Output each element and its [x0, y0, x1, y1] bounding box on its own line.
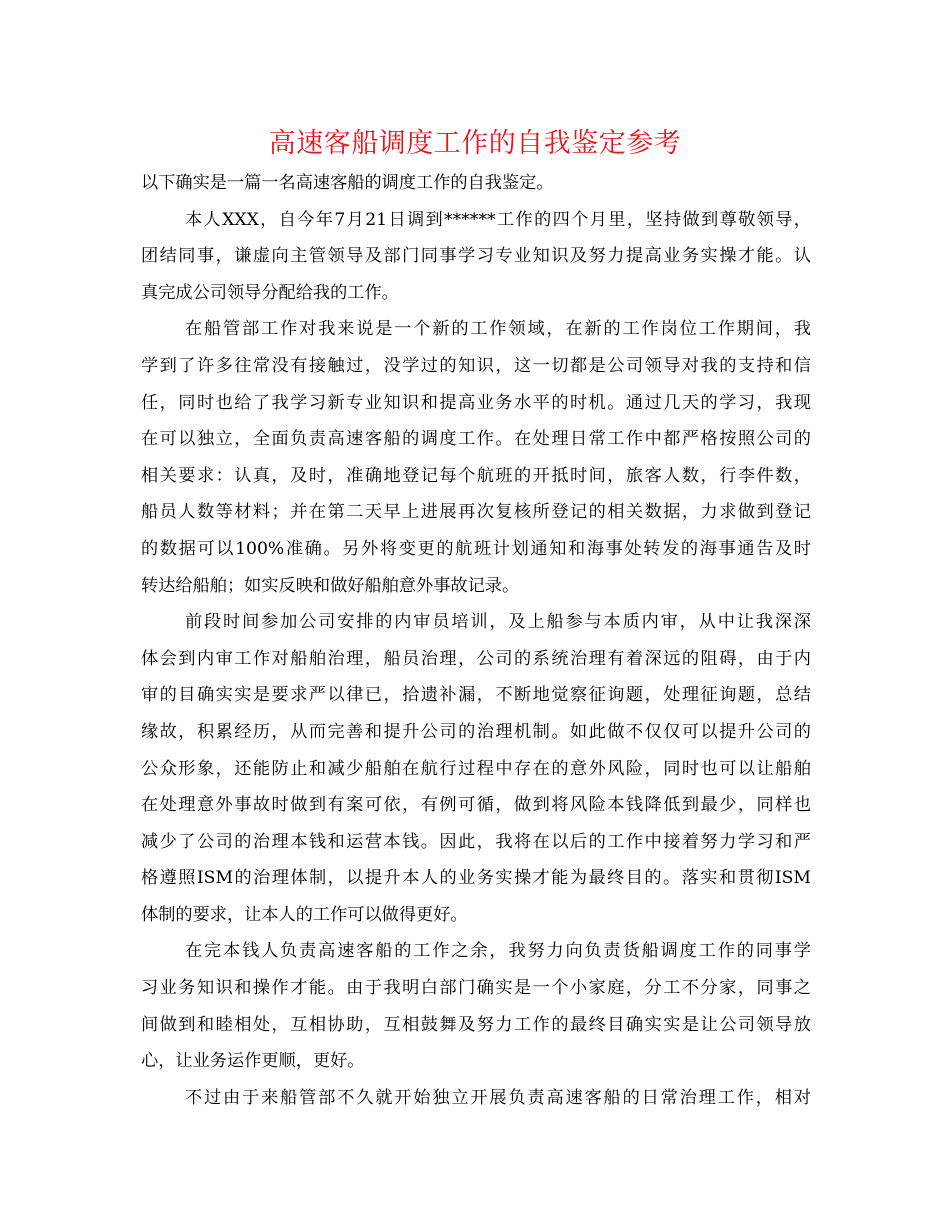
paragraph-line: 习业务知识和操作才能。由于我明白部门确实是一个小家庭，分工不分家，同事之: [141, 978, 811, 999]
paragraph-line: 缘故，积累经历，从而完善和提升公司的治理机制。如此做不仅仅可以提升公司的: [141, 721, 811, 742]
paragraph-line: 在处理意外事故时做到有案可依，有例可循，做到将风险本钱降低到最少，同样也: [141, 795, 811, 816]
paragraph-line: 的数据可以100%准确。另外将变更的航班计划通知和海事处转发的海事通告及时: [141, 538, 811, 559]
paragraph-line: 体制的要求，让本人的工作可以做得更好。: [141, 904, 468, 925]
paragraph-line: 转达给船舶；如实反映和做好船舶意外事故记录。: [141, 575, 520, 596]
paragraph-line: 公众形象，还能防止和减少船舶在航行过程中存在的意外风险，同时也可以让船舶: [141, 758, 811, 779]
paragraph: [141, 202, 811, 312]
paragraph: [141, 933, 811, 1079]
paragraph-line: 不过由于来船管部不久就开始独立开展负责高速客船的日常治理工作，相对: [185, 1087, 811, 1108]
paragraph-line: 任，同时也给了我学习新专业知识和提高业务水平的时机。通过几天的学习，我现: [141, 392, 811, 413]
paragraph-line: 减少了公司的治理本钱和运营本钱。因此，我将在以后的工作中接着努力学习和严: [141, 831, 811, 852]
paragraph-line: 格遵照ISM的治理体制，以提升本人的业务实操才能为最终目的。落实和贯彻ISM: [141, 868, 811, 889]
paragraph-line: 真完成公司领导分配给我的工作。: [141, 282, 399, 303]
paragraph-line: 前段时间参加公司安排的内审员培训，及上船参与本质内审，从中让我深深: [185, 612, 811, 633]
paragraph-list: [141, 202, 811, 1117]
paragraph: [141, 1080, 811, 1117]
paragraph: [141, 604, 811, 933]
paragraph-line: 本人XXX，自今年7月21日调到******工作的四个月里，坚持做到尊敬领导，: [185, 209, 811, 230]
paragraph-line: 在可以独立，全面负责高速客船的调度工作。在处理日常工作中都严格按照公司的: [141, 429, 811, 450]
document-title: 高速客船调度工作的自我鉴定参考: [268, 128, 682, 159]
paragraph-line: 在船管部工作对我来说是一个新的工作领域，在新的工作岗位工作期间，我: [185, 319, 811, 340]
paragraph-line: 体会到内审工作对船舶治理，船员治理，公司的系统治理有着深远的阻碍，由于内: [141, 648, 811, 669]
paragraph-line: 相关要求：认真，及时，准确地登记每个航班的开抵时间，旅客人数，行李件数，: [141, 465, 811, 486]
paragraph-line: 在完本钱人负责高速客船的工作之余，我努力向负责货船调度工作的同事学: [185, 941, 811, 962]
paragraph-line: 心，让业务运作更顺，更好。: [141, 1051, 365, 1072]
paragraph-line: 船员人数等材料；并在第二天早上进展再次复核所登记的相关数据，力求做到登记: [141, 502, 811, 523]
paragraph-line: 间做到和睦相处，互相协助，互相鼓舞及努力工作的最终目确实实是让公司领导放: [141, 1014, 811, 1035]
paragraph-line: 团结同事，谦虚向主管领导及部门同事学习专业知识及努力提高业务实操才能。认: [141, 246, 811, 267]
paragraph-line: 审的目确实实是要求严以律已，拾遗补漏，不断地觉察征询题，处理征询题，总结: [141, 685, 811, 706]
paragraph-line: 学到了许多往常没有接触过，没学过的知识，这一切都是公司领导对我的支持和信: [141, 355, 811, 376]
intro-line: 以下确实是一篇一名高速客船的调度工作的自我鉴定。: [141, 173, 554, 193]
document-body: [141, 165, 811, 1116]
paragraph: [141, 311, 811, 604]
